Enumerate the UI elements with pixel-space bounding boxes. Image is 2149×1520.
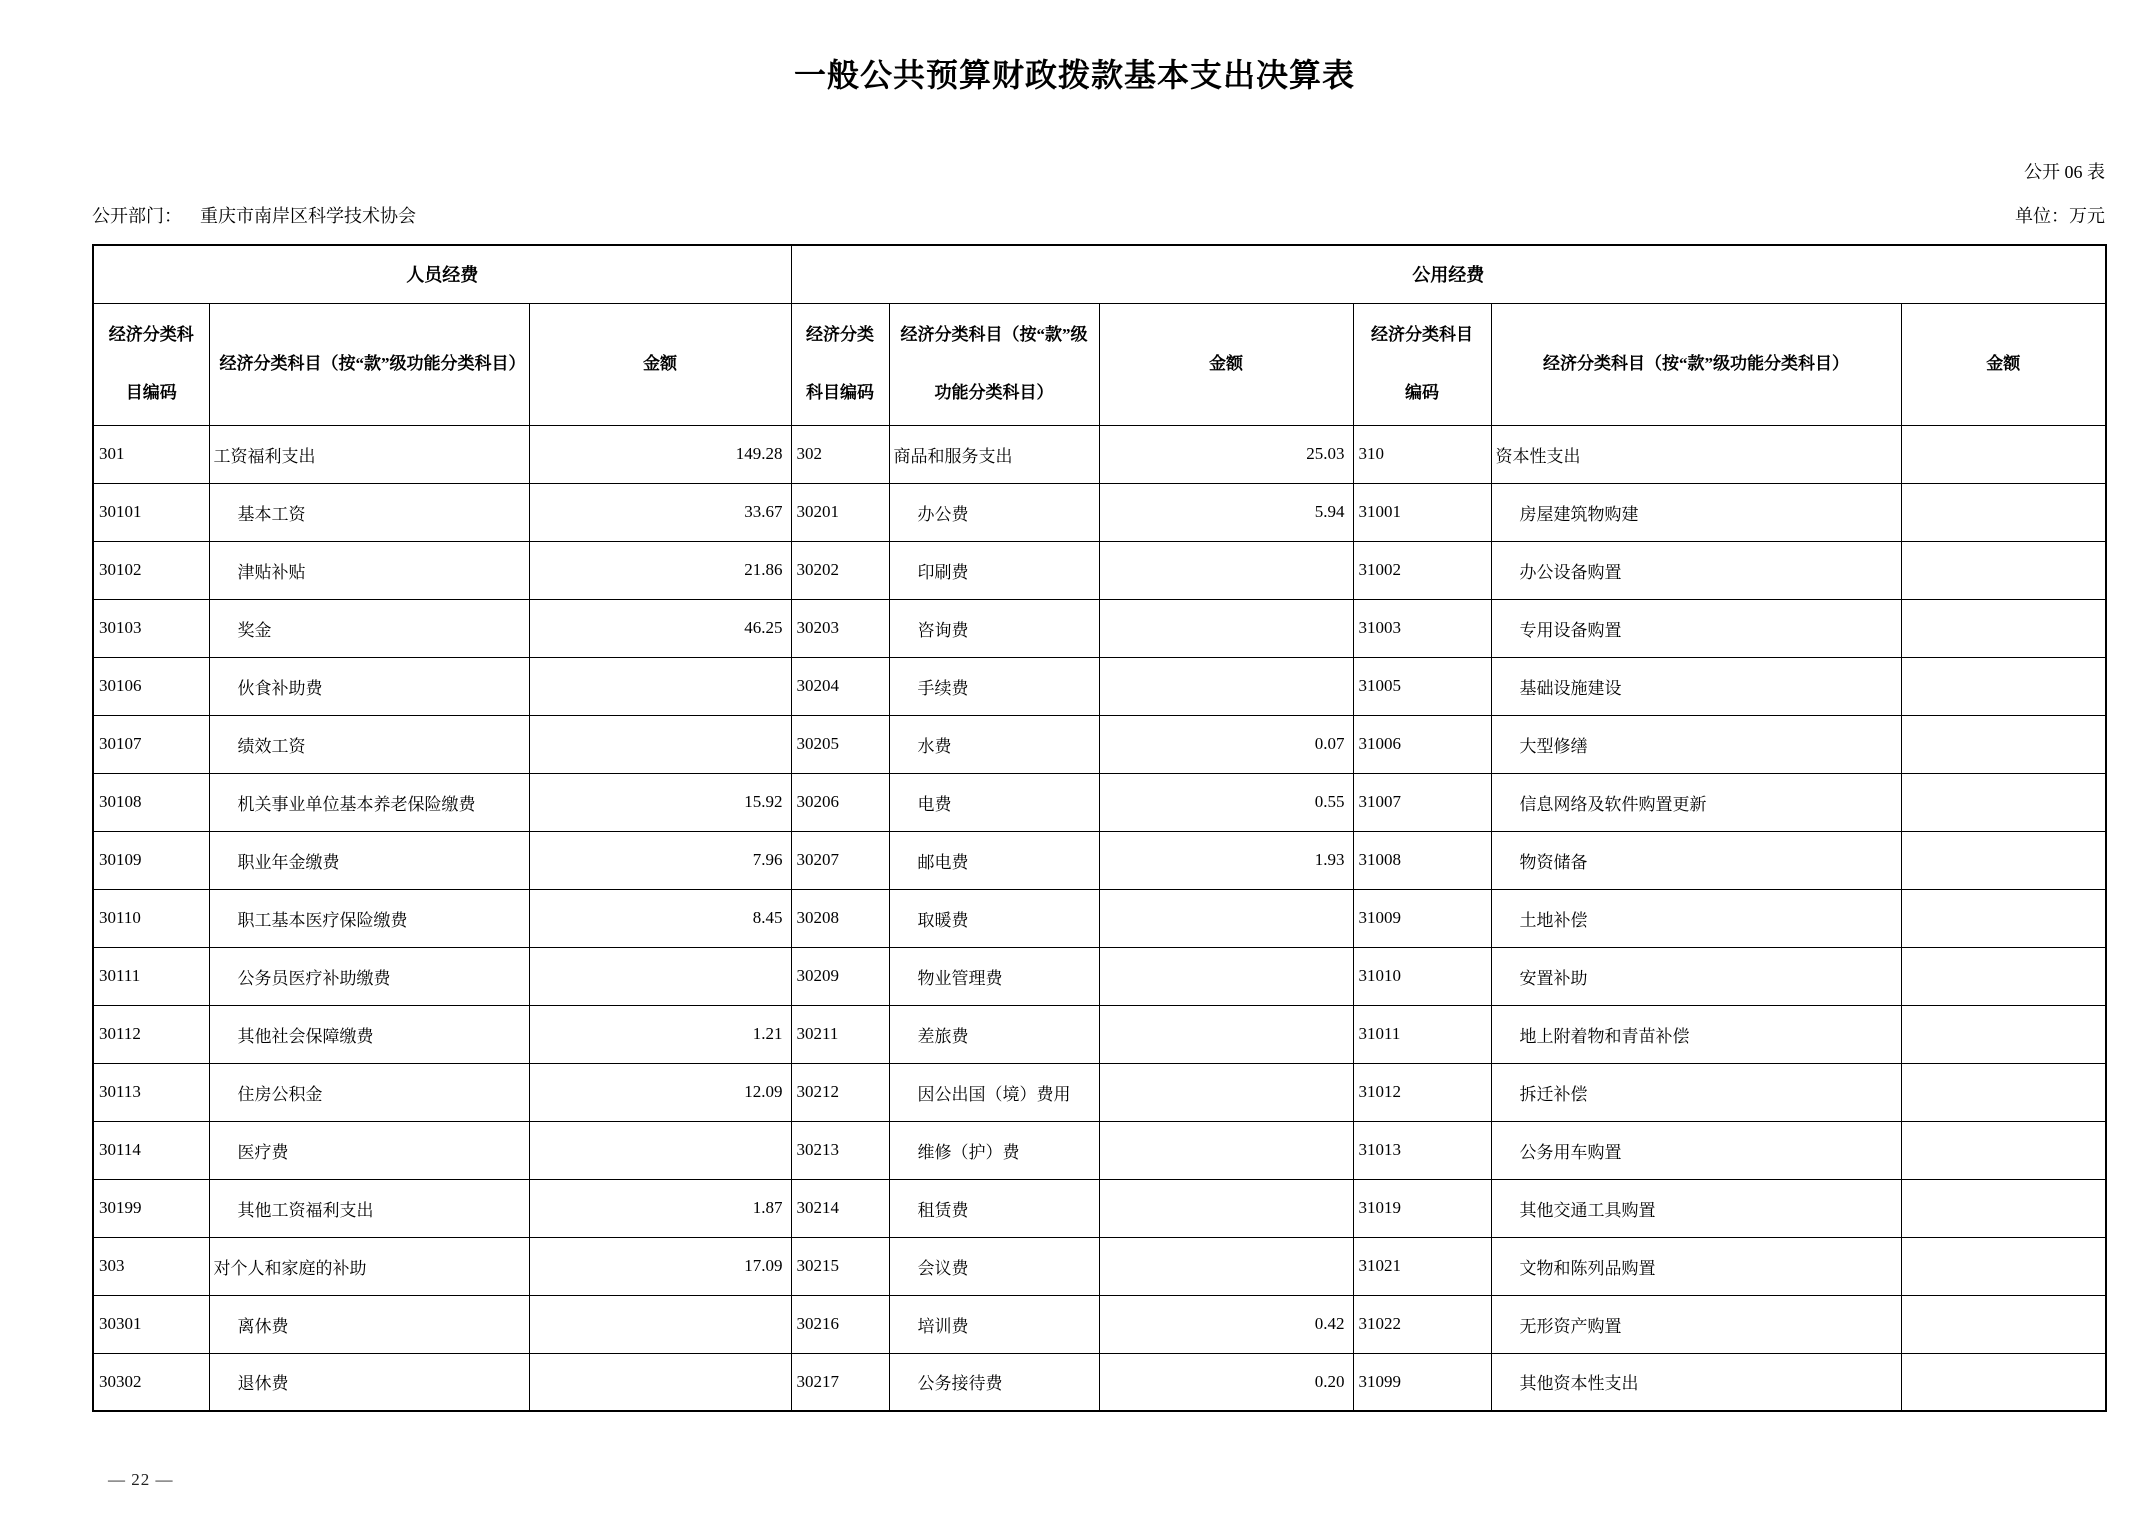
amount-cell: 46.25 (529, 599, 791, 657)
column-header-row (93, 303, 2106, 425)
code-cell: 30111 (93, 947, 209, 1005)
amount-cell (1099, 1179, 1353, 1237)
amount-cell: 0.07 (1099, 715, 1353, 773)
subject-cell: 公务接待费 (889, 1353, 1099, 1411)
subject-cell: 土地补偿 (1491, 889, 1901, 947)
amount-cell (1099, 1063, 1353, 1121)
amount-cell: 12.09 (529, 1063, 791, 1121)
amount-cell (529, 1121, 791, 1179)
subject-cell: 维修（护）费 (889, 1121, 1099, 1179)
subject-cell: 印刷费 (889, 541, 1099, 599)
subject-cell: 办公设备购置 (1491, 541, 1901, 599)
table-row (93, 657, 2106, 715)
subject-cell: 取暖费 (889, 889, 1099, 947)
column-header-subject-2: 经济分类科目（按“款”级功能分类科目） (889, 303, 1099, 425)
code-cell: 30217 (791, 1353, 889, 1411)
subject-cell: 基本工资 (209, 483, 529, 541)
amount-cell (1099, 1121, 1353, 1179)
subject-cell: 文物和陈列品购置 (1491, 1237, 1901, 1295)
code-cell: 31001 (1353, 483, 1491, 541)
table-row (93, 1121, 2106, 1179)
subject-cell: 退休费 (209, 1353, 529, 1411)
code-cell: 31006 (1353, 715, 1491, 773)
subject-cell: 地上附着物和青苗补偿 (1491, 1005, 1901, 1063)
subject-cell: 其他工资福利支出 (209, 1179, 529, 1237)
amount-cell (1099, 1237, 1353, 1295)
subject-cell: 信息网络及软件购置更新 (1491, 773, 1901, 831)
column-header-subject-3: 经济分类科目（按“款”级功能分类科目） (1491, 303, 1901, 425)
amount-cell (1901, 1237, 2106, 1295)
code-cell: 30101 (93, 483, 209, 541)
subject-cell: 电费 (889, 773, 1099, 831)
subject-cell: 津贴补贴 (209, 541, 529, 599)
code-cell: 30201 (791, 483, 889, 541)
amount-cell (1901, 773, 2106, 831)
code-cell: 31010 (1353, 947, 1491, 1005)
subject-cell: 绩效工资 (209, 715, 529, 773)
amount-cell: 1.87 (529, 1179, 791, 1237)
amount-cell (1099, 889, 1353, 947)
budget-table (92, 244, 2107, 1412)
code-cell: 31013 (1353, 1121, 1491, 1179)
amount-cell (529, 657, 791, 715)
amount-cell: 25.03 (1099, 425, 1353, 483)
subject-cell: 住房公积金 (209, 1063, 529, 1121)
code-cell: 30302 (93, 1353, 209, 1411)
column-header-code-2: 经济分类科目编码 (791, 303, 889, 425)
subject-cell: 职工基本医疗保险缴费 (209, 889, 529, 947)
code-cell: 30214 (791, 1179, 889, 1237)
subject-cell: 无形资产购置 (1491, 1295, 1901, 1353)
code-cell: 30213 (791, 1121, 889, 1179)
subject-cell: 大型修缮 (1491, 715, 1901, 773)
code-cell: 30209 (791, 947, 889, 1005)
page-title: 一般公共预算财政拨款基本支出决算表 (793, 57, 1355, 93)
department (92, 202, 416, 228)
column-header-amount-1: 金额 (529, 303, 791, 425)
subject-cell: 奖金 (209, 599, 529, 657)
code-cell: 31002 (1353, 541, 1491, 599)
subject-cell: 培训费 (889, 1295, 1099, 1353)
column-header-code-3: 经济分类科目编码 (1353, 303, 1491, 425)
code-cell: 30206 (791, 773, 889, 831)
subject-cell: 对个人和家庭的补助 (209, 1237, 529, 1295)
table-row (93, 541, 2106, 599)
amount-cell (1901, 715, 2106, 773)
table-row (93, 483, 2106, 541)
amount-cell: 0.20 (1099, 1353, 1353, 1411)
amount-cell (1901, 657, 2106, 715)
code-cell: 31019 (1353, 1179, 1491, 1237)
code-cell: 31008 (1353, 831, 1491, 889)
amount-cell (529, 1353, 791, 1411)
subject-cell: 资本性支出 (1491, 425, 1901, 483)
amount-cell: 5.94 (1099, 483, 1353, 541)
column-header-code-1: 经济分类科目编码 (93, 303, 209, 425)
code-cell: 30208 (791, 889, 889, 947)
subject-cell: 拆迁补偿 (1491, 1063, 1901, 1121)
subject-cell: 公务用车购置 (1491, 1121, 1901, 1179)
amount-cell (1901, 1295, 2106, 1353)
code-cell: 30202 (791, 541, 889, 599)
subject-cell: 离休费 (209, 1295, 529, 1353)
code-cell: 31009 (1353, 889, 1491, 947)
amount-cell (1099, 599, 1353, 657)
amount-cell (529, 715, 791, 773)
amount-cell (1099, 657, 1353, 715)
subject-cell: 物业管理费 (889, 947, 1099, 1005)
amount-cell: 0.42 (1099, 1295, 1353, 1353)
amount-cell: 7.96 (529, 831, 791, 889)
code-cell: 30199 (93, 1179, 209, 1237)
code-cell: 31012 (1353, 1063, 1491, 1121)
subject-cell: 医疗费 (209, 1121, 529, 1179)
subject-cell: 咨询费 (889, 599, 1099, 657)
subject-cell: 租赁费 (889, 1179, 1099, 1237)
code-cell: 30215 (791, 1237, 889, 1295)
subject-cell: 公务员医疗补助缴费 (209, 947, 529, 1005)
amount-cell (1901, 1179, 2106, 1237)
amount-cell (1901, 1063, 2106, 1121)
page-number: — 22 — (108, 1470, 174, 1489)
amount-cell (1901, 831, 2106, 889)
subject-cell: 安置补助 (1491, 947, 1901, 1005)
amount-cell: 33.67 (529, 483, 791, 541)
table-row (93, 773, 2106, 831)
code-cell: 30211 (791, 1005, 889, 1063)
subject-cell: 邮电费 (889, 831, 1099, 889)
section-header-row (93, 245, 2106, 303)
code-cell: 30205 (791, 715, 889, 773)
subject-cell: 物资储备 (1491, 831, 1901, 889)
amount-cell (1901, 1005, 2106, 1063)
amount-cell (529, 947, 791, 1005)
code-cell: 31099 (1353, 1353, 1491, 1411)
amount-cell (1901, 541, 2106, 599)
amount-cell: 149.28 (529, 425, 791, 483)
code-cell: 31007 (1353, 773, 1491, 831)
code-cell: 30216 (791, 1295, 889, 1353)
code-cell: 302 (791, 425, 889, 483)
table-row (93, 599, 2106, 657)
code-cell: 301 (93, 425, 209, 483)
table-row (93, 1295, 2106, 1353)
amount-cell (1099, 947, 1353, 1005)
table-row (93, 715, 2106, 773)
subject-cell: 工资福利支出 (209, 425, 529, 483)
amount-cell (1901, 425, 2106, 483)
table-code: 公开 06 表 (2024, 162, 2105, 182)
subject-cell: 差旅费 (889, 1005, 1099, 1063)
section-header-personnel: 人员经费 (93, 245, 791, 303)
table-row (93, 1005, 2106, 1063)
code-cell: 30102 (93, 541, 209, 599)
section-header-public: 公用经费 (791, 245, 2106, 303)
column-header-subject-1: 经济分类科目（按“款”级功能分类科目） (209, 303, 529, 425)
code-cell: 30114 (93, 1121, 209, 1179)
table-body (93, 425, 2106, 1411)
code-cell: 30113 (93, 1063, 209, 1121)
code-cell: 30109 (93, 831, 209, 889)
subject-cell: 水费 (889, 715, 1099, 773)
department-name: 重庆市南岸区科学技术协会 (200, 206, 416, 226)
amount-cell (1901, 947, 2106, 1005)
amount-cell (1901, 599, 2106, 657)
code-cell: 30106 (93, 657, 209, 715)
code-cell: 30110 (93, 889, 209, 947)
amount-cell: 0.55 (1099, 773, 1353, 831)
amount-cell: 17.09 (529, 1237, 791, 1295)
code-cell: 30112 (93, 1005, 209, 1063)
subject-cell: 其他社会保障缴费 (209, 1005, 529, 1063)
code-cell: 31011 (1353, 1005, 1491, 1063)
code-cell: 30204 (791, 657, 889, 715)
subject-cell: 机关事业单位基本养老保险缴费 (209, 773, 529, 831)
subject-cell: 商品和服务支出 (889, 425, 1099, 483)
table-row (93, 1179, 2106, 1237)
table-row (93, 1063, 2106, 1121)
amount-cell (1901, 1353, 2106, 1411)
amount-cell: 1.21 (529, 1005, 791, 1063)
table-row (93, 1353, 2106, 1411)
subject-cell: 房屋建筑物购建 (1491, 483, 1901, 541)
table-row (93, 831, 2106, 889)
code-cell: 30301 (93, 1295, 209, 1353)
subject-cell: 基础设施建设 (1491, 657, 1901, 715)
subject-cell: 因公出国（境）费用 (889, 1063, 1099, 1121)
amount-cell (1901, 483, 2106, 541)
amount-cell (529, 1295, 791, 1353)
subject-cell: 会议费 (889, 1237, 1099, 1295)
code-cell: 30212 (791, 1063, 889, 1121)
subject-cell: 其他资本性支出 (1491, 1353, 1901, 1411)
subject-cell: 办公费 (889, 483, 1099, 541)
subject-cell: 职业年金缴费 (209, 831, 529, 889)
subject-cell: 专用设备购置 (1491, 599, 1901, 657)
subject-cell: 伙食补助费 (209, 657, 529, 715)
code-cell: 30103 (93, 599, 209, 657)
code-cell: 30203 (791, 599, 889, 657)
code-cell: 31005 (1353, 657, 1491, 715)
column-header-amount-3: 金额 (1901, 303, 2106, 425)
code-cell: 31022 (1353, 1295, 1491, 1353)
subject-cell: 其他交通工具购置 (1491, 1179, 1901, 1237)
amount-cell: 15.92 (529, 773, 791, 831)
table-row (93, 425, 2106, 483)
meta-line (92, 202, 2105, 228)
code-cell: 303 (93, 1237, 209, 1295)
unit-label: 单位：万元 (2015, 206, 2105, 226)
amount-cell: 21.86 (529, 541, 791, 599)
amount-cell (1099, 1005, 1353, 1063)
code-cell: 30107 (93, 715, 209, 773)
table-row (93, 889, 2106, 947)
code-cell: 30207 (791, 831, 889, 889)
amount-cell (1901, 1121, 2106, 1179)
code-cell: 31021 (1353, 1237, 1491, 1295)
table-row (93, 1237, 2106, 1295)
code-cell: 30108 (93, 773, 209, 831)
column-header-amount-2: 金额 (1099, 303, 1353, 425)
department-label: 公开部门： (92, 206, 182, 226)
code-cell: 31003 (1353, 599, 1491, 657)
amount-cell (1099, 541, 1353, 599)
table-row (93, 947, 2106, 1005)
amount-cell (1901, 889, 2106, 947)
amount-cell: 8.45 (529, 889, 791, 947)
amount-cell: 1.93 (1099, 831, 1353, 889)
code-cell: 310 (1353, 425, 1491, 483)
subject-cell: 手续费 (889, 657, 1099, 715)
